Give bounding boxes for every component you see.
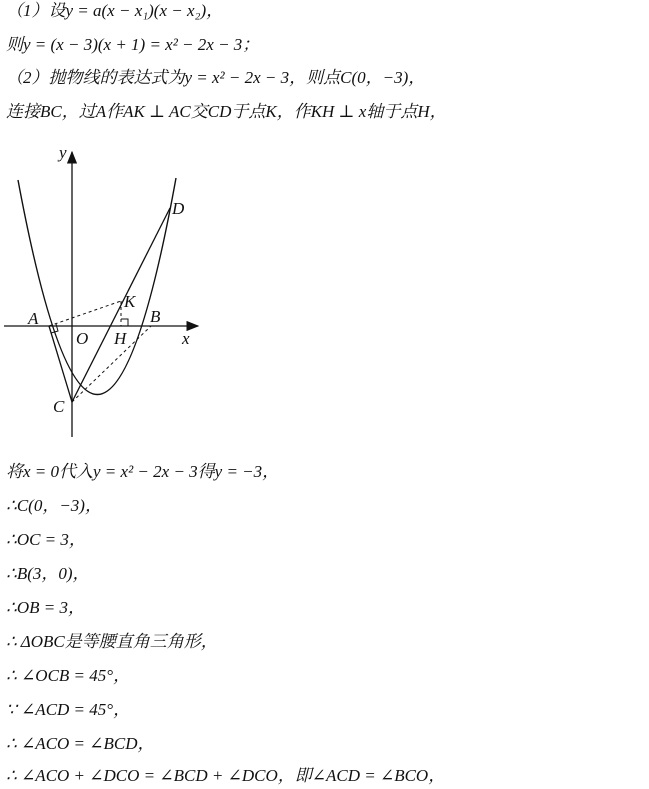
label-y: y [59, 143, 67, 162]
segment-ak [49, 301, 121, 326]
label-o: O [76, 329, 89, 348]
label-h: H [114, 329, 127, 348]
label-c: C [53, 397, 65, 416]
solution-line-8: ∴B(3，0)， [6, 564, 90, 583]
solution-line-4: 连接BC，过A作AK ⊥ AC交CD于点K，作KH ⊥ x轴于点H， [6, 102, 447, 121]
label-x: x [182, 329, 190, 348]
solution-line-7: ∴OC = 3， [6, 530, 86, 549]
solution-line-9: ∴OB = 3， [6, 598, 85, 617]
solution-line-1: （1）设y = a(x − x₁)(x − x₂)， [6, 1, 224, 20]
label-d: D [172, 199, 185, 218]
label-k: K [124, 292, 136, 311]
segment-ac [49, 326, 72, 402]
solution-line-3: （2）抛物线的表达式为y = x² − 2x − 3，则点C(0，−3)， [6, 68, 426, 87]
label-a: A [28, 309, 39, 328]
label-b: B [150, 307, 161, 326]
parabola-figure [0, 140, 215, 440]
segment-cd [72, 208, 170, 402]
solution-line-13: ∴ ∠ACO = ∠BCD， [6, 734, 155, 753]
solution-line-2: 则y = (x − 3)(x + 1) = x² − 2x − 3； [6, 35, 260, 54]
solution-line-11: ∴ ∠OCB = 45°， [6, 666, 131, 685]
solution-line-6: ∴C(0，−3)， [6, 496, 102, 515]
solution-line-12: ∵ ∠ACD = 45°， [6, 700, 131, 719]
right-angle-mark-h [121, 319, 128, 326]
parabola-curve [18, 178, 176, 395]
solution-line-14: ∴ ∠ACO + ∠DCO = ∠BCD + ∠DCO，即∠ACD = ∠BCO， [6, 766, 446, 785]
solution-line-10: ∴ ΔOBC是等腰直角三角形， [6, 632, 218, 651]
solution-line-5: 将x = 0代入y = x² − 2x − 3得y = −3， [6, 462, 280, 481]
